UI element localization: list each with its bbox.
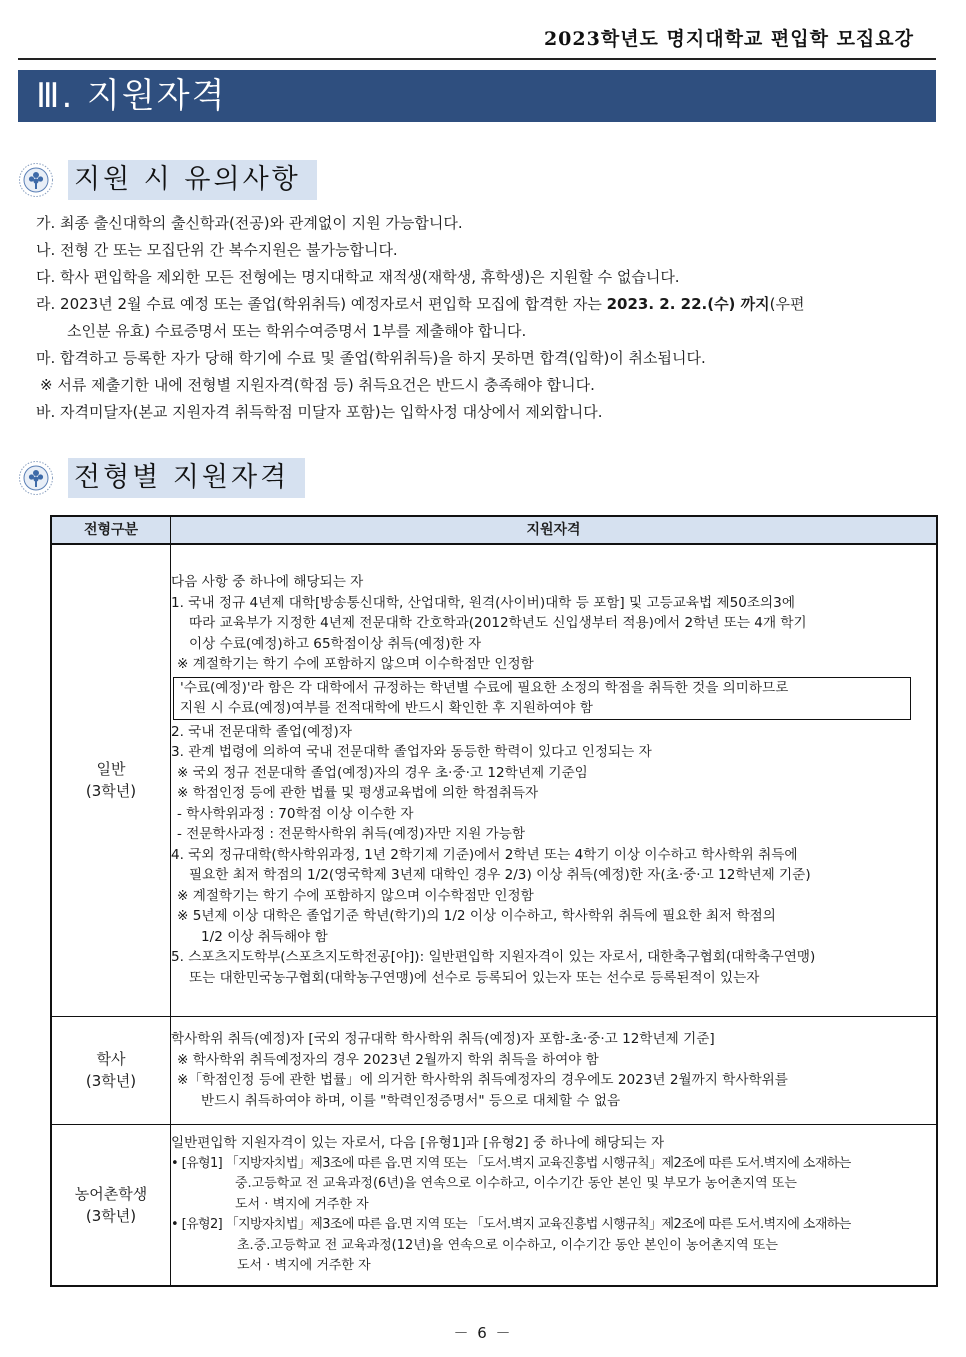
category-cell (51, 1016, 171, 1124)
note-continuation (36, 318, 936, 345)
qualification-line: ※ 학사학위 취득예정자의 경우 2023년 2월까지 학위 취득을 하여야 함 (177, 1051, 599, 1068)
notes-list (36, 210, 936, 426)
qualification-line: ※ 계절학기는 학기 수에 포함하지 않으며 이수학점만 인정함 (177, 887, 534, 904)
note-item (36, 210, 936, 237)
qualification-line: 4. 국외 정규대학(학사학위과정, 1년 2학기제 기준)에서 2학년 또는 4학기 이상 이수하고 학사학위 취득에 (171, 846, 798, 863)
table-header-row (51, 516, 937, 544)
qualification-line: 2. 국내 전문대학 졸업(예정)자 (171, 723, 352, 740)
note-text: 소인분 유효) 수료증명서 또는 학위수여증명서 1부를 제출해야 합니다. (67, 322, 527, 340)
deadline-date: 2023. 2. 22.(수) 까지 (606, 295, 770, 313)
qualification-cell (171, 1124, 938, 1286)
qualification-line: - 학사학위과정 : 70학점 이상 이수한 자 (177, 805, 414, 822)
qualification-line: 1. 국내 정규 4년제 대학[방송통신대학, 산업대학, 원격(사이버)대학 등 포함] 및 고등교육법 제50조의3에 (171, 594, 795, 611)
note-text: 합격하고 등록한 자가 당해 학기에 수료 및 졸업(학위취득)을 하지 못하면 합격(입학)이 취소됩니다. (60, 349, 706, 367)
qualification-line: 5. 스포츠지도학부(스포츠지도학전공[야]): 일반편입학 지원자격이 있는 자로서, 대한축구협회(대학축구연맹) (171, 949, 816, 966)
header-divider (18, 58, 936, 60)
qualification-line: ※ 국외 정규 전문대학 졸업(예정)자의 경우 초·중·고 12학년제 기준임 (177, 764, 588, 781)
qualification-line: ※「학점인정 등에 관한 법률」에 의거한 학사학위 취득예정자의 경우에도 2023년 2월까지 학사학위를 (177, 1072, 788, 1088)
qualification-line: • [유형1] 「지방자치법」제3조에 따른 읍.면 지역 또는 「도서.벽지 교육진흥법 시행규칙」제2조에 따른 도서.벽지에 소재하는 (171, 1155, 851, 1171)
category-name: 농어촌학생 (74, 1184, 148, 1203)
section-title: 전형별 지원자격 (68, 458, 305, 498)
section-heading-notes (18, 160, 317, 200)
table-row (51, 1016, 937, 1124)
section-heading-requirements (18, 458, 305, 498)
qualification-line: 다음 사항 중 하나에 해당되는 자 (171, 574, 364, 591)
requirements-table (50, 515, 938, 1287)
category-cell (51, 544, 171, 1016)
qualification-line: 지원 시 수료(예정)여부를 전적대학에 반드시 확인한 후 지원하여야 함 (180, 700, 593, 717)
qualification-line: 중.고등학교 전 교육과정(6년)을 연속으로 이수하고, 이수기간 동안 본인 및 부모가 농어촌지역 또는 (235, 1176, 797, 1191)
note-text: 전형 간 또는 모집단위 간 복수지원은 불가능합니다. (60, 241, 398, 259)
note-marker: 다. (36, 268, 61, 286)
qualification-line: 1/2 이상 취득해야 함 (201, 928, 328, 945)
qualification-line: 반드시 취득하여야 하며, 이를 "학력인정증명서" 등으로 대체할 수 없음 (201, 1092, 621, 1109)
note-item (36, 399, 936, 426)
category-name: 학사 (96, 1050, 126, 1068)
note-marker: ※ (40, 376, 58, 394)
qualification-cell (171, 544, 938, 1016)
qualification-line: 따라 교육부가 지정한 4년제 전문대학 간호학과(2012학년도 신입생부터 적용)에서 2학년 또는 4개 학기 (189, 615, 807, 632)
qualification-cell (171, 1016, 938, 1124)
qualification-line: 도서 · 벽지에 거주한 자 (237, 1258, 371, 1273)
category-year: (3학년) (85, 1206, 137, 1225)
chapter-title-bar (18, 70, 936, 122)
note-marker: 바. (36, 403, 61, 421)
chapter-title: Ⅲ. 지원자격 (36, 76, 227, 116)
note-marker: 나. (36, 241, 61, 259)
note-item (36, 372, 936, 399)
qualification-line: 필요한 최저 학점의 1/2(영국학제 3년제 대학인 경우 2/3) 이상 취득(예정)한 자(초·중·고 12학년제 기준) (189, 867, 811, 884)
note-item (36, 264, 936, 291)
qualification-line: - 전문학사과정 : 전문학사학위 취득(예정)자만 지원 가능함 (177, 826, 526, 843)
note-text-part: (우편 (769, 295, 805, 313)
table-row (51, 1124, 937, 1286)
qualification-line: 또는 대한민국농구협회(대학농구연맹)에 선수로 등록되어 있는자 또는 선수로 등록된적이 있는자 (189, 969, 760, 986)
qualification-line: 3. 관계 법령에 의하여 국내 전문대학 졸업자와 동등한 학력이 있다고 인정되는 자 (171, 744, 652, 761)
document-header-title: 2023학년도 명지대학교 편입학 모집요강 (543, 28, 914, 50)
category-name: 일반 (96, 760, 126, 779)
note-marker: 라. (36, 295, 61, 313)
section-title: 지원 시 유의사항 (68, 160, 317, 200)
qualification-line: 일반편입학 지원자격이 있는 자로서, 다음 [유형1]과 [유형2] 중 하나에 해당되는 자 (171, 1135, 665, 1151)
category-cell (51, 1124, 171, 1286)
university-emblem-icon (18, 460, 54, 496)
note-text: 학사 편입학을 제외한 모든 전형에는 명지대학교 재적생(재학생, 휴학생)은 지원할 수 없습니다. (60, 268, 680, 286)
qualification-line: ※ 학점인정 등에 관한 법률 및 평생교육법에 의한 학점취득자 (177, 785, 539, 802)
university-emblem-icon (18, 162, 54, 198)
category-year: (3학년) (85, 782, 137, 801)
table-row (51, 544, 937, 1016)
qualification-line: '수료(예정)'라 함은 각 대학에서 규정하는 학년별 수료에 필요한 소정의 학점을 취득한 것을 의미하므로 (180, 679, 789, 696)
qualification-line: 초.중.고등학교 전 교육과정(12년)을 연속으로 이수하고, 이수기간 동안 본인이 농어촌지역 또는 (237, 1237, 778, 1253)
note-item (36, 345, 936, 372)
note-text: 서류 제출기한 내에 전형별 지원자격(학점 등) 취득요건은 반드시 충족해야 합니다. (57, 376, 595, 394)
column-header-category: 전형구분 (51, 516, 171, 544)
category-year: (3학년) (85, 1072, 137, 1090)
column-header-qualification: 지원자격 (171, 516, 938, 544)
qualification-line: 학사학위 취득(예정)자 [국외 정규대학 학사학위 취득(예정)자 포함-초·중·고 12학년제 기준] (171, 1031, 715, 1047)
note-marker: 마. (36, 349, 61, 367)
qualification-line: • [유형2] 「지방자치법」제3조에 따른 읍.면 지역 또는 「도서.벽지 교육진흥법 시행규칙」제2조에 따른 도서.벽지에 소재하는 (171, 1217, 851, 1232)
completion-definition-box (173, 677, 911, 720)
note-text: 최종 출신대학의 출신학과(전공)와 관계없이 지원 가능합니다. (60, 214, 463, 232)
note-item (36, 291, 936, 318)
qualification-line: 이상 수료(예정)하고 65학점이상 취득(예정)한 자 (189, 635, 482, 652)
note-text: 자격미달자(본교 지원자격 취득학점 미달자 포함)는 입학사정 대상에서 제외합니다. (60, 403, 603, 421)
qualification-line: ※ 5년제 이상 대학은 졸업기준 학년(학기)의 1/2 이상 이수하고, 학사학위 취득에 필요한 최저 학점의 (177, 908, 776, 925)
page-number: － 6 － (453, 1324, 513, 1342)
note-marker: 가. (36, 214, 61, 232)
note-item (36, 237, 936, 264)
note-text (60, 291, 936, 318)
qualification-line: ※ 계절학기는 학기 수에 포함하지 않으며 이수학점만 인정함 (177, 656, 534, 673)
note-text-part: 2023년 2월 수료 예정 또는 졸업(학위취득) 예정자로서 편입학 모집에 합격한 자는 (60, 295, 607, 313)
qualification-line: 도서 · 벽지에 거주한 자 (235, 1196, 369, 1212)
